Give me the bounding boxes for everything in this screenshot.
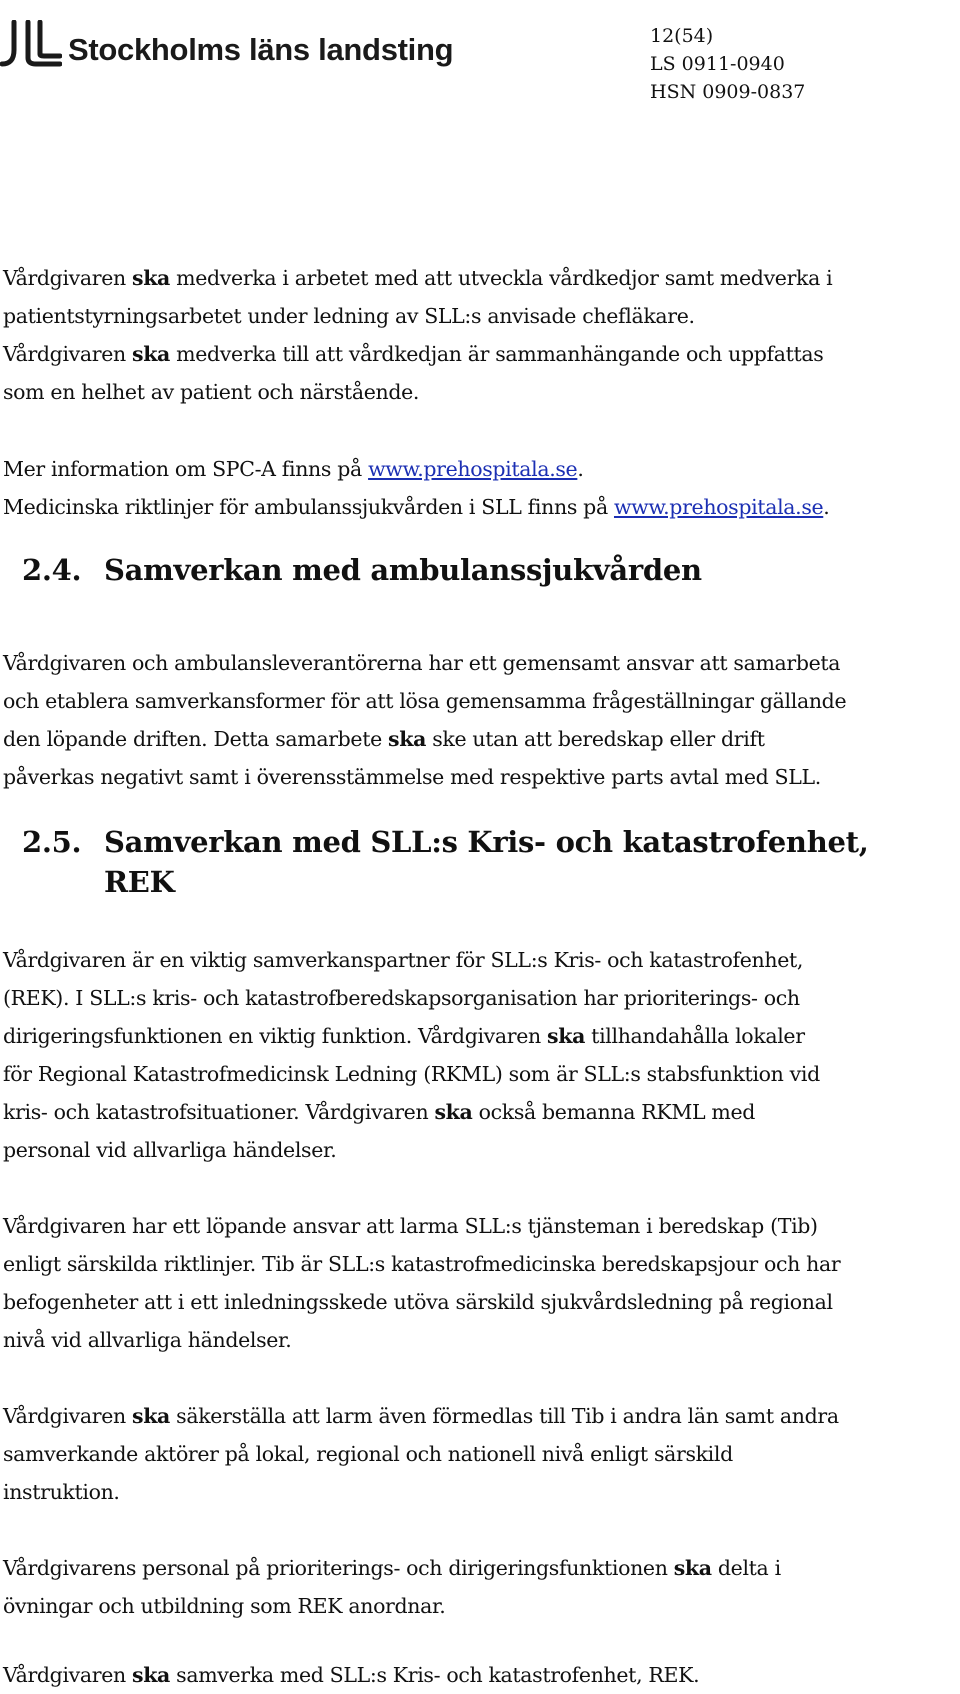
- section-2-5-paragraph-3: [3, 1397, 958, 1511]
- text-line: dirigeringsfunktionen en viktig funktion. Vårdgivaren ska tillhandahålla lokaler: [3, 1024, 805, 1048]
- emphasis-ska: ska: [434, 1100, 473, 1124]
- hsn-reference: HSN 0909-0837: [650, 81, 806, 103]
- text-line: Vårdgivaren ska samverka med SLL:s Kris- och katastrofenhet, REK.: [3, 1663, 700, 1687]
- text-line: som en helhet av patient och närstående.: [3, 380, 420, 404]
- section-2-4-paragraph: [3, 644, 958, 796]
- page-reference: 12(54): [650, 25, 714, 47]
- intro-paragraph: [3, 259, 958, 411]
- text-line: befogenheter att i ett inledningsskede utöva särskild sjukvårdsledning på regional: [3, 1290, 833, 1314]
- text-line: och etablera samverkansformer för att lösa gemensamma frågeställningar gällande: [3, 689, 847, 713]
- section-title-continued: REK: [104, 865, 175, 899]
- text-line: för Regional Katastrofmedicinsk Ledning (RKML) som är SLL:s stabsfunktion vid: [3, 1062, 820, 1086]
- text-line: Vårdgivaren ska säkerställa att larm även förmedlas till Tib i andra län samt andra: [3, 1404, 839, 1428]
- section-2-5-paragraph-2: [3, 1207, 958, 1359]
- prehospitala-link[interactable]: www.prehospitala.se: [613, 495, 824, 519]
- text-line: Medicinska riktlinjer för ambulanssjukvården i SLL finns på www.prehospitala.se.: [3, 495, 830, 519]
- emphasis-ska: ska: [132, 1404, 170, 1428]
- text-line: Vårdgivaren och ambulansleverantörerna har ett gemensamt ansvar att samarbeta: [3, 651, 841, 675]
- emphasis-ska: ska: [132, 342, 170, 366]
- text-line: kris- och katastrofsituationer. Vårdgivaren ska också bemanna RKML med: [3, 1100, 756, 1124]
- emphasis-ska: ska: [673, 1556, 712, 1580]
- prehospitala-link[interactable]: www.prehospitala.se: [368, 457, 578, 481]
- text-line: enligt särskilda riktlinjer. Tib är SLL:s katastrofmedicinska beredskapsjour och har: [3, 1252, 841, 1276]
- section-2-5-paragraph-4: [3, 1549, 958, 1625]
- emphasis-ska: ska: [132, 1663, 170, 1687]
- logo-text: Stockholms läns landsting: [68, 32, 454, 67]
- text-line: Vårdgivarens personal på prioriterings- och dirigeringsfunktionen ska delta i: [3, 1556, 781, 1580]
- text-line: övningar och utbildning som REK anordnar.: [3, 1594, 446, 1618]
- text-line: Vårdgivaren har ett löpande ansvar att larma SLL:s tjänsteman i beredskap (Tib): [3, 1214, 818, 1238]
- document-meta: [650, 22, 805, 106]
- section-title: Samverkan med SLL:s Kris- och katastrofenhet,: [104, 825, 869, 859]
- sll-crown-icon: [0, 20, 62, 68]
- emphasis-ska: ska: [547, 1024, 586, 1048]
- section-2-5-paragraph-5: [3, 1656, 958, 1694]
- emphasis-ska: ska: [388, 727, 427, 751]
- section-number: 2.4.: [22, 553, 82, 587]
- text-line: Vårdgivaren ska medverka till att vårdkedjan är sammanhängande och uppfattas: [3, 342, 824, 366]
- text-line: nivå vid allvarliga händelser.: [3, 1328, 292, 1352]
- emphasis-ska: ska: [132, 266, 170, 290]
- sll-logo: [0, 20, 453, 68]
- section-2-5-paragraph-1: [3, 941, 958, 1169]
- text-line: Mer information om SPC-A finns på www.prehospitala.se.: [3, 457, 584, 481]
- text-line: samverkande aktörer på lokal, regional och nationell nivå enligt särskild: [3, 1442, 733, 1466]
- text-line: patientstyrningsarbetet under ledning av SLL:s anvisade chefläkare.: [3, 304, 695, 328]
- text-line: påverkas negativt samt i överensstämmelse med respektive parts avtal med SLL.: [3, 765, 821, 789]
- text-line: personal vid allvarliga händelser.: [3, 1138, 337, 1162]
- text-line: (REK). I SLL:s kris- och katastrofberedskapsorganisation har prioriterings- och: [3, 986, 800, 1010]
- section-title: Samverkan med ambulanssjukvården: [104, 553, 702, 587]
- text-line: Vårdgivaren ska medverka i arbetet med att utveckla vårdkedjor samt medverka i: [3, 266, 833, 290]
- text-line: Vårdgivaren är en viktig samverkanspartner för SLL:s Kris- och katastrofenhet,: [3, 948, 804, 972]
- info-paragraph: [3, 450, 958, 526]
- ls-reference: LS 0911-0940: [650, 53, 785, 75]
- section-number: 2.5.: [22, 825, 82, 859]
- text-line: instruktion.: [3, 1480, 120, 1504]
- text-line: den löpande driften. Detta samarbete ska ske utan att beredskap eller drift: [3, 727, 765, 751]
